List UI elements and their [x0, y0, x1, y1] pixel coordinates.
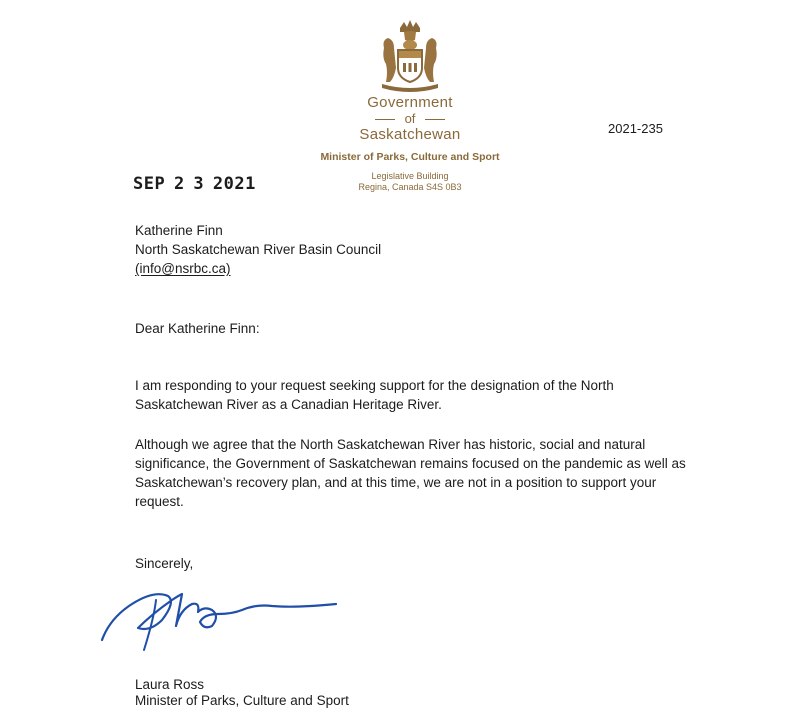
- letterhead-rule-right: [425, 119, 445, 120]
- letterhead-province: Saskatchewan: [359, 126, 461, 143]
- closing: Sincerely,: [135, 556, 194, 571]
- letterhead-ministry: Minister of Parks, Culture and Sport: [320, 151, 500, 163]
- recipient-block: [135, 221, 381, 278]
- recipient-email[interactable]: (info@nsrbc.ca): [135, 261, 231, 276]
- salutation: Dear Katherine Finn:: [135, 321, 260, 336]
- signatory-name: Laura Ross: [135, 677, 205, 692]
- reference-number: 2021-235: [608, 121, 663, 136]
- recipient-name: Katherine Finn: [135, 223, 223, 238]
- recipient-organization: North Saskatchewan River Basin Council: [135, 242, 382, 257]
- coat-of-arms-icon: [376, 18, 444, 96]
- letterhead-address-line2: Regina, Canada S4S 0B3: [358, 182, 462, 192]
- date-stamp: SEP 2 3 2021: [133, 174, 256, 194]
- letterhead-address-line1: Legislative Building: [371, 171, 449, 181]
- handwritten-signature: [96, 570, 346, 660]
- body-paragraph-2: Although we agree that the North Saskatchewan River has historic, social and natural significance, the Government of Saskatchewan remains focused on the pandemic as well as Saskatchewan’s recovery plan, and at this time, we are not in a position to support your request.: [135, 437, 686, 509]
- letterhead-government: Government: [367, 94, 453, 111]
- letterhead-of: of: [404, 111, 416, 126]
- signatory-title: Minister of Parks, Culture and Sport: [135, 693, 349, 708]
- body-paragraph-1: I am responding to your request seeking support for the designation of the North Saskatchewan River as a Canadian Heritage River.: [135, 378, 614, 412]
